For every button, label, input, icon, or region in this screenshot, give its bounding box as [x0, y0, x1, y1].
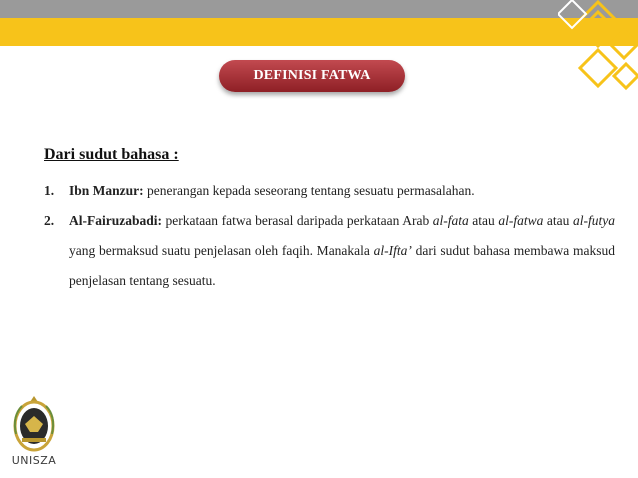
unisza-logo-icon	[8, 394, 60, 470]
text-run: atau	[543, 213, 573, 228]
text-run: atau	[468, 213, 499, 228]
text-run: perkataan fatwa berasal daripada perkataan Arab	[162, 213, 433, 228]
svg-text:UNISZA: UNISZA	[11, 454, 57, 467]
geometric-decoration-icon	[558, 0, 638, 100]
italic-term: al-futya	[572, 213, 615, 228]
list-term: Ibn Manzur:	[69, 183, 144, 198]
section-title-pill: DEFINISI FATWA	[219, 60, 405, 92]
list-item-text	[69, 176, 604, 206]
top-yellow-bar	[0, 18, 638, 46]
list-item	[44, 176, 604, 206]
sub-heading: Dari sudut bahasa :	[44, 146, 179, 163]
list-item	[44, 206, 615, 296]
list-term: Al-Fairuzabadi:	[69, 213, 162, 228]
top-gray-bar	[0, 0, 638, 18]
text-run: yang bermaksud suatu penjelasan oleh faqih. Manakala	[69, 243, 374, 258]
list-number: 1.	[44, 183, 55, 198]
list-item-text	[69, 206, 615, 296]
italic-term: al-Ifta’	[373, 243, 412, 258]
italic-term: al-fata	[432, 213, 469, 228]
text-run: dari sudut bahasa membawa maksud penjelasan tentang sesuatu.	[69, 243, 615, 288]
italic-term: al-fatwa	[498, 213, 544, 228]
list-number: 2.	[44, 213, 55, 228]
text-run: penerangan kepada seseorang tentang sesuatu permasalahan.	[143, 183, 475, 198]
